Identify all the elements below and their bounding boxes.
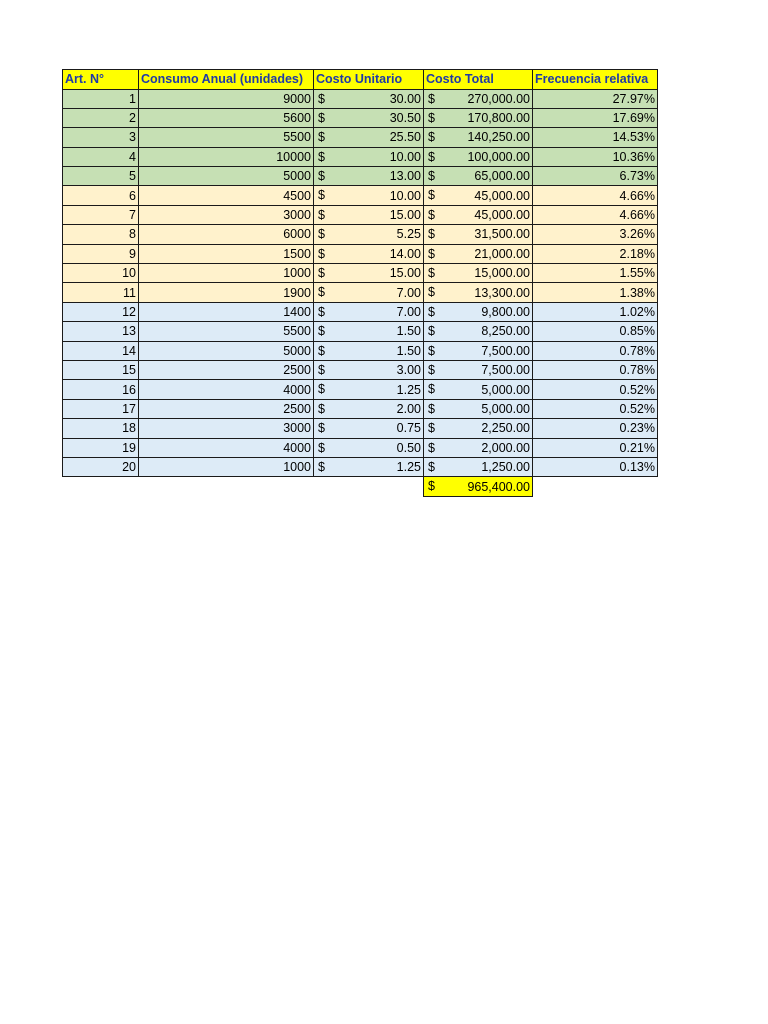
cell-costo-unitario-value: 13.00 [389,169,421,184]
cell-costo-unitario[interactable] [314,205,424,224]
currency-symbol: $ [428,91,435,106]
cell-costo-total-value: 5,000.00 [481,382,530,397]
cell-consumo[interactable]: 3000 [139,419,314,438]
cell-frecuencia[interactable]: 2.18% [533,244,658,263]
currency-symbol: $ [318,188,325,203]
cell-consumo[interactable]: 3000 [139,205,314,224]
cell-costo-unitario-value: 0.50 [396,440,421,455]
cell-costo-unitario[interactable] [314,438,424,457]
cell-art[interactable]: 3 [63,128,139,147]
cell-costo-unitario[interactable] [314,89,424,108]
currency-symbol: $ [318,169,325,184]
cell-costo-total[interactable] [424,167,533,186]
cell-art[interactable]: 14 [63,341,139,360]
table-row [63,205,658,224]
cell-costo-total-value: 7,500.00 [481,363,530,378]
currency-symbol: $ [428,207,435,222]
cell-costo-total[interactable] [424,457,533,476]
cell-costo-unitario[interactable] [314,128,424,147]
currency-symbol: $ [428,149,435,164]
cell-art[interactable]: 12 [63,302,139,321]
currency-symbol: $ [428,169,435,184]
table-row [63,264,658,283]
currency-symbol: $ [318,246,325,261]
cell-frecuencia[interactable]: 1.38% [533,283,658,302]
cell-art[interactable]: 15 [63,360,139,379]
cell-art[interactable]: 9 [63,244,139,263]
cell-costo-total[interactable] [424,264,533,283]
table-row [63,244,658,263]
cell-costo-total-value: 65,000.00 [474,169,530,184]
cell-frecuencia[interactable]: 0.52% [533,399,658,418]
table-row [63,438,658,457]
cell-art[interactable]: 1 [63,89,139,108]
cell-costo-unitario[interactable] [314,380,424,399]
cell-costo-unitario-value: 5.25 [396,227,421,242]
cell-costo-total-value: 45,000.00 [474,188,530,203]
cell-consumo[interactable]: 9000 [139,89,314,108]
currency-symbol: $ [428,188,435,203]
cell-consumo[interactable]: 2500 [139,360,314,379]
grand-total-value: 965,400.00 [467,479,530,494]
currency-symbol: $ [428,382,435,397]
cell-costo-total-value: 100,000.00 [467,149,530,164]
header-art[interactable]: Art. N° [63,70,139,90]
currency-symbol: $ [318,130,325,145]
cell-costo-total[interactable] [424,438,533,457]
cell-costo-unitario-value: 15.00 [389,266,421,281]
cell-frecuencia[interactable]: 4.66% [533,205,658,224]
currency-symbol: $ [428,343,435,358]
cell-costo-total-value: 2,250.00 [481,421,530,436]
table-row [63,457,658,476]
cell-costo-unitario-value: 25.50 [389,130,421,145]
table-row [63,399,658,418]
cell-costo-total[interactable] [424,360,533,379]
table-row [63,419,658,438]
currency-symbol: $ [428,246,435,261]
cell-costo-unitario-value: 1.25 [396,382,421,397]
cell-art[interactable]: 16 [63,380,139,399]
currency-symbol: $ [318,382,325,397]
cell-frecuencia[interactable]: 0.85% [533,322,658,341]
currency-symbol: $ [428,130,435,145]
table-row [63,302,658,321]
cell-costo-total-value: 13,300.00 [474,285,530,300]
cell-costo-total-value: 31,500.00 [474,227,530,242]
currency-symbol: $ [318,401,325,416]
cell-costo-unitario[interactable] [314,399,424,418]
cell-frecuencia[interactable]: 0.78% [533,360,658,379]
cell-costo-total-value: 21,000.00 [474,246,530,261]
table-row [63,283,658,302]
currency-symbol: $ [318,343,325,358]
cell-consumo[interactable]: 1900 [139,283,314,302]
cell-costo-total[interactable] [424,89,533,108]
cell-frecuencia[interactable]: 1.02% [533,302,658,321]
cell-costo-unitario[interactable] [314,186,424,205]
cell-costo-unitario-value: 0.75 [396,421,421,436]
cell-costo-total[interactable] [424,147,533,166]
currency-symbol: $ [428,324,435,339]
table-row [63,108,658,127]
cell-costo-unitario[interactable] [314,302,424,321]
cell-costo-unitario[interactable] [314,225,424,244]
cell-frecuencia[interactable]: 17.69% [533,108,658,127]
header-row [63,70,658,90]
table-row [63,380,658,399]
total-row [63,477,658,496]
cell-costo-unitario-value: 30.00 [389,91,421,106]
cell-costo-unitario-value: 2.00 [396,401,421,416]
currency-symbol: $ [318,440,325,455]
table-row [63,225,658,244]
cell-costo-total[interactable] [424,283,533,302]
cell-frecuencia[interactable]: 27.97% [533,89,658,108]
cell-costo-unitario[interactable] [314,341,424,360]
table-row [63,89,658,108]
currency-symbol: $ [428,459,435,474]
header-costo-unitario[interactable]: Costo Unitario [314,70,424,90]
cell-consumo[interactable]: 5000 [139,167,314,186]
currency-symbol: $ [428,266,435,281]
cell-consumo[interactable]: 5500 [139,322,314,341]
currency-symbol: $ [318,91,325,106]
cell-art[interactable]: 8 [63,225,139,244]
currency-symbol: $ [428,304,435,319]
cell-costo-unitario[interactable] [314,264,424,283]
cell-costo-unitario-value: 7.00 [396,285,421,300]
header-frecuencia[interactable]: Frecuencia relativa [533,70,658,90]
cell-frecuencia[interactable]: 0.52% [533,380,658,399]
cell-costo-total-value: 270,000.00 [467,91,530,106]
currency-symbol: $ [428,440,435,455]
cell-costo-unitario[interactable] [314,283,424,302]
currency-symbol: $ [318,110,325,125]
currency-symbol: $ [318,362,325,377]
header-consumo[interactable]: Consumo Anual (unidades) [139,70,314,90]
cell-costo-total[interactable] [424,322,533,341]
cell-costo-total[interactable] [424,186,533,205]
cell-art[interactable]: 4 [63,147,139,166]
cell-consumo[interactable]: 1400 [139,302,314,321]
cell-costo-unitario-value: 10.00 [389,188,421,203]
cell-costo-total-value: 9,800.00 [481,304,530,319]
table-row [63,128,658,147]
cell-costo-unitario-value: 15.00 [389,208,421,223]
currency-symbol: $ [318,266,325,281]
cell-costo-total-value: 15,000.00 [474,266,530,281]
cell-consumo[interactable]: 5500 [139,128,314,147]
cell-art[interactable]: 7 [63,205,139,224]
cell-costo-total-value: 5,000.00 [481,401,530,416]
cell-art[interactable]: 20 [63,457,139,476]
cell-costo-unitario[interactable] [314,108,424,127]
cell-consumo[interactable]: 5000 [139,341,314,360]
cell-art[interactable]: 2 [63,108,139,127]
cell-costo-unitario-value: 1.50 [396,343,421,358]
empty-cell[interactable] [139,477,314,496]
empty-cell[interactable] [533,477,658,496]
cell-costo-total-value: 140,250.00 [467,130,530,145]
currency-symbol: $ [318,324,325,339]
cell-consumo[interactable]: 2500 [139,399,314,418]
currency-symbol: $ [318,421,325,436]
cell-costo-total[interactable] [424,419,533,438]
cell-consumo[interactable]: 10000 [139,147,314,166]
table-row [63,167,658,186]
cell-costo-total-value: 170,800.00 [467,111,530,126]
cell-consumo[interactable]: 1000 [139,264,314,283]
cell-art[interactable]: 18 [63,419,139,438]
cell-costo-unitario-value: 1.50 [396,324,421,339]
header-costo-total[interactable]: Costo Total [424,70,533,90]
currency-symbol: $ [428,479,435,494]
cell-frecuencia[interactable]: 1.55% [533,264,658,283]
currency-symbol: $ [318,227,325,242]
currency-symbol: $ [428,110,435,125]
cell-costo-unitario-value: 7.00 [396,304,421,319]
cell-costo-unitario-value: 10.00 [389,149,421,164]
cell-costo-total[interactable] [424,244,533,263]
cell-consumo[interactable]: 5600 [139,108,314,127]
currency-symbol: $ [428,362,435,377]
currency-symbol: $ [428,421,435,436]
cell-frecuencia[interactable]: 3.26% [533,225,658,244]
cell-frecuencia[interactable]: 0.21% [533,438,658,457]
table-row [63,360,658,379]
cell-costo-unitario[interactable] [314,419,424,438]
cell-costo-total-value: 7,500.00 [481,343,530,358]
cell-costo-total[interactable] [424,302,533,321]
table-row [63,341,658,360]
cell-costo-unitario[interactable] [314,457,424,476]
cell-costo-total-value: 45,000.00 [474,208,530,223]
cell-costo-unitario[interactable] [314,360,424,379]
cell-costo-unitario[interactable] [314,322,424,341]
cell-costo-total-value: 1,250.00 [481,460,530,475]
cell-costo-total-value: 8,250.00 [481,324,530,339]
cell-frecuencia[interactable]: 6.73% [533,167,658,186]
cell-frecuencia[interactable]: 0.78% [533,341,658,360]
currency-symbol: $ [318,149,325,164]
cell-consumo[interactable]: 6000 [139,225,314,244]
cell-frecuencia[interactable]: 0.13% [533,457,658,476]
cell-costo-total[interactable] [424,108,533,127]
cell-consumo[interactable]: 4500 [139,186,314,205]
currency-symbol: $ [318,207,325,222]
table-row [63,186,658,205]
cell-consumo[interactable]: 4000 [139,438,314,457]
cell-art[interactable]: 19 [63,438,139,457]
cell-costo-unitario[interactable] [314,147,424,166]
cell-costo-total[interactable] [424,205,533,224]
cell-art[interactable]: 6 [63,186,139,205]
cell-consumo[interactable]: 1500 [139,244,314,263]
table-row [63,147,658,166]
cell-art[interactable]: 10 [63,264,139,283]
cell-costo-unitario-value: 3.00 [396,363,421,378]
empty-cell[interactable] [314,477,424,496]
cell-art[interactable]: 17 [63,399,139,418]
cell-frecuencia[interactable]: 10.36% [533,147,658,166]
grand-total-cell[interactable] [424,477,533,496]
currency-symbol: $ [318,459,325,474]
cell-costo-total[interactable] [424,341,533,360]
cell-costo-unitario-value: 30.50 [389,111,421,126]
cell-art[interactable]: 13 [63,322,139,341]
cell-art[interactable]: 11 [63,283,139,302]
cell-costo-unitario-value: 14.00 [389,246,421,261]
cell-costo-total[interactable] [424,399,533,418]
cell-consumo[interactable]: 4000 [139,380,314,399]
currency-symbol: $ [428,401,435,416]
empty-cell[interactable] [63,477,139,496]
cell-frecuencia[interactable]: 14.53% [533,128,658,147]
cell-costo-total[interactable] [424,225,533,244]
cell-costo-unitario[interactable] [314,167,424,186]
cell-costo-unitario-value: 1.25 [396,460,421,475]
cell-costo-total[interactable] [424,128,533,147]
cell-frecuencia[interactable]: 4.66% [533,186,658,205]
table-row [63,322,658,341]
cell-costo-unitario[interactable] [314,244,424,263]
cell-art[interactable]: 5 [63,167,139,186]
cell-costo-total[interactable] [424,380,533,399]
currency-symbol: $ [318,285,325,300]
cell-consumo[interactable]: 1000 [139,457,314,476]
abc-table [62,69,658,497]
cell-frecuencia[interactable]: 0.23% [533,419,658,438]
currency-symbol: $ [428,285,435,300]
currency-symbol: $ [428,227,435,242]
cell-costo-total-value: 2,000.00 [481,440,530,455]
currency-symbol: $ [318,304,325,319]
